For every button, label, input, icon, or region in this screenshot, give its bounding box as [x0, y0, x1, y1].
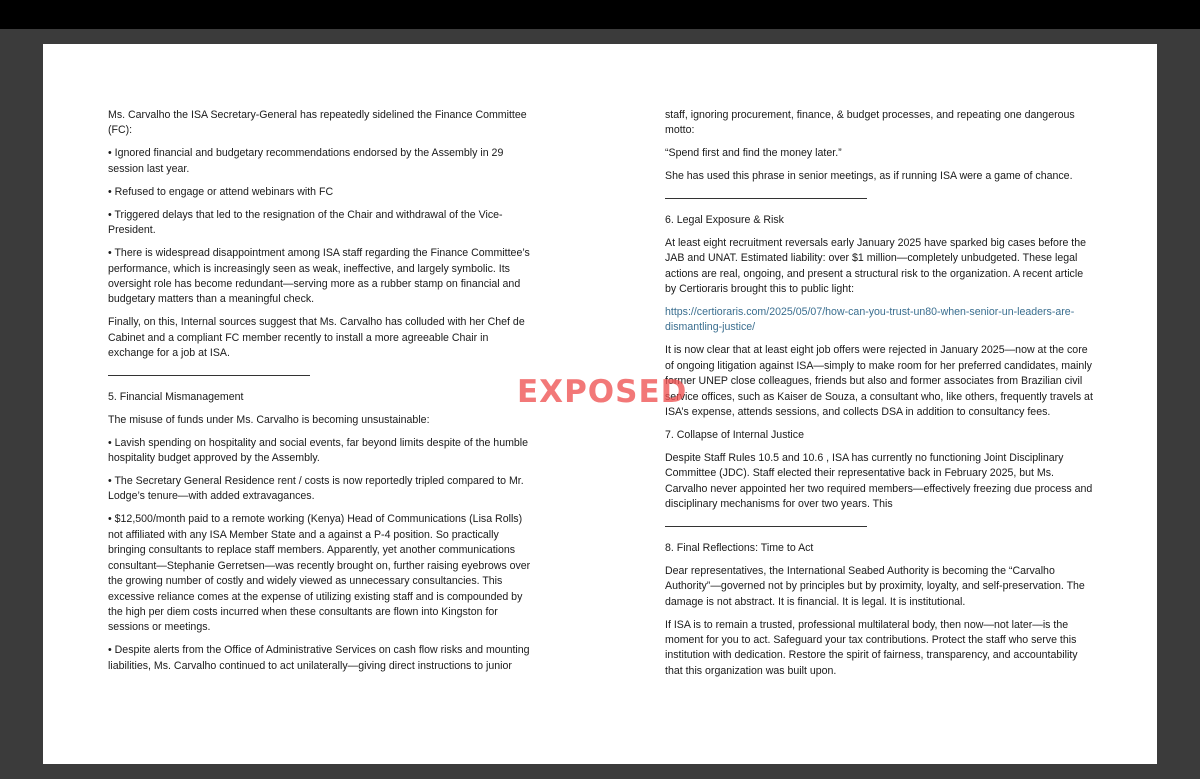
paragraph: At least eight recruitment reversals early January 2025 have sparked big cases before the JAB and UNAT. Estimated liability: over $1 million—completely unbudgeted. These legal actions are real, ongoing, and present a structural risk to the organization. A recent article by Certioraris brought this to public light: [665, 236, 1087, 296]
paragraph: Despite Staff Rules 10.5 and 10.6 , ISA has currently no functioning Joint Disciplinary Committee (JDC). Staff elected their representative back in February 2025, but Ms. Carvalho never appointed her two required members—effectively freezing due process and disciplinary mechanisms for over two years. This [665, 452, 1093, 511]
bullet-item: • The Secretary General Residence rent / costs is now reportedly tripled compared to Mr. Lodge’s tenure—with added extravagances. [108, 475, 524, 503]
section-heading: 6. Legal Exposure & Risk [665, 213, 784, 226]
paragraph: She has used this phrase in senior meetings, as if running ISA were a game of chance. [665, 170, 1073, 183]
quote: “Spend first and find the money later.” [665, 147, 842, 160]
paragraph: Finally, on this, Internal sources suggest that Ms. Carvalho has colluded with her Chef de Cabinet and a compliant FC member recently to install a more agreeable Chair in exchange for a job at ISA. [108, 316, 525, 360]
paragraph: Ms. Carvalho the ISA Secretary-General has repeatedly sidelined the Finance Committee (FC): [108, 109, 527, 137]
section-divider [665, 526, 867, 527]
paragraph: If ISA is to remain a trusted, professional multilateral body, then now—not later—is the moment for you to act. Safeguard your tax contributions. Protect the staff who serve this institution with dedication. Restore the spirit of fairness, transparency, and accountability that this organization was built upon. [665, 618, 1078, 677]
top-bar [0, 0, 1200, 29]
bullet-item: • Ignored financial and budgetary recommendations endorsed by the Assembly in 29 session last year. [108, 147, 504, 175]
section-heading: 7. Collapse of Internal Justice [665, 429, 804, 442]
bullet-item: • There is widespread disappointment among ISA staff regarding the Finance Committee’s performance, which is increasingly seen as weak, ineffective, and largely symbolic. Its oversight role has become redundant—serving more as a rubber stamp on financial and budgetary matters than a meaningful check. [108, 247, 530, 306]
section-heading: 5. Financial Mismanagement [108, 390, 244, 403]
bullet-item: • $12,500/month paid to a remote working (Kenya) Head of Communications (Lisa Rolls) not affiliated with any ISA Member State and a against a P-4 position. So practically bringing consultants to replace staff members. Apparently, yet another communications consultant—Stephanie Gerretsen—was recently brought on, further raising eyebrows over the growing number of costly and widely viewed as unnecessary consultancies. This excessive reliance comes at the expense of utilizing existing staff and is compounded by the high per diem costs incurred when these consultants are flown into Kingston for sessions or meetings. [108, 513, 531, 634]
exposed-stamp: EXPOSED [517, 374, 688, 410]
paragraph: The misuse of funds under Ms. Carvalho is becoming unsustainable: [108, 413, 430, 426]
bullet-item: • Despite alerts from the Office of Administrative Services on cash flow risks and mounting liabilities, Ms. Carvalho continued to act unilaterally—giving direct instructions to junior [108, 644, 530, 672]
right-column [665, 108, 1095, 687]
document-page [43, 44, 1157, 764]
bullet-item: • Triggered delays that led to the resignation of the Chair and withdrawal of the Vice-President. [108, 208, 503, 237]
section-divider [108, 375, 310, 376]
paragraph: Dear representatives, the International Seabed Authority is becoming the “Carvalho Authority”—governed not by principles but by proximity, loyalty, and self-preservation. The damage is not abstract. It is financial. It is legal. It is institutional. [665, 564, 1085, 608]
article-link[interactable]: https://certioraris.com/2025/05/07/how-can-you-trust-un80-when-senior-un-leaders-are-dismantling-justice/ [665, 306, 1075, 334]
section-divider [665, 198, 867, 199]
bullet-item: • Refused to engage or attend webinars with FC [108, 185, 334, 198]
left-column [108, 108, 536, 682]
bullet-item: • Lavish spending on hospitality and social events, far beyond limits despite of the humble hospitality budget approved by the Assembly. [108, 436, 529, 465]
paragraph: staff, ignoring procurement, finance, & budget processes, and repeating one dangerous motto: [665, 109, 1075, 137]
paragraph: It is now clear that at least eight job offers were rejected in January 2025—now at the core of ongoing litigation against ISA—simply to make room for her preferred candidates, mainly former UNEP close colleagues, friends but also and former associates from Brazilian civil service offices, such as Kaiser de Souza, a consultant who, like others, frequently travels at ISA’s expense, attends sessions, and collects DSA in addition to consultancy fees. [665, 344, 1093, 419]
section-heading: 8. Final Reflections: Time to Act [665, 541, 814, 554]
